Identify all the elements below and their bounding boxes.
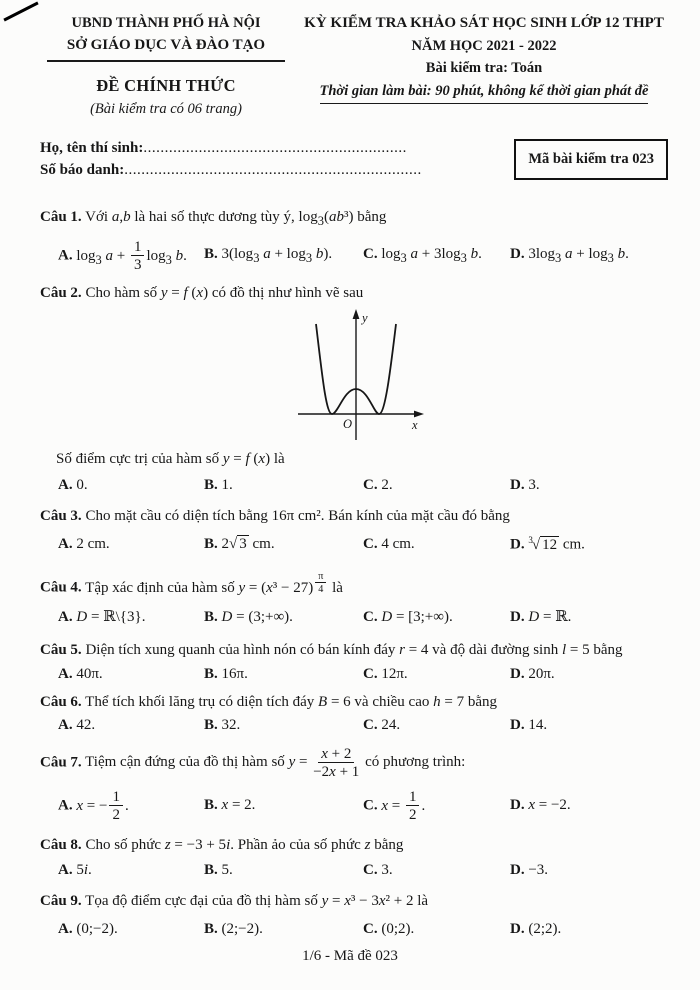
option-d — [510, 608, 670, 628]
question-9 — [40, 892, 670, 939]
y-axis-arrow — [353, 309, 360, 319]
options-row — [58, 716, 670, 736]
option-d — [510, 476, 670, 496]
option-a — [58, 861, 204, 881]
header-right — [298, 14, 670, 119]
question-text: Với a,b là hai số thực dương tùy ý, $\log_3(ab^3)$ bằng — [85, 208, 387, 228]
option-value: 16π. — [221, 666, 248, 682]
option-d — [510, 716, 670, 736]
option-letter: D. — [510, 609, 525, 625]
option-value: 2 cm. — [76, 536, 110, 553]
question-7 — [40, 746, 670, 824]
option-letter: A. — [58, 920, 73, 937]
header-left — [40, 14, 292, 119]
question-label: Câu 6. — [40, 693, 82, 710]
option-c — [363, 789, 510, 823]
option-value: $3\log_3$ $a + \log_3 b$. — [528, 246, 629, 266]
option-c — [363, 476, 510, 496]
option-c — [363, 861, 510, 881]
option-letter: D. — [510, 920, 525, 937]
option-letter: C. — [363, 609, 378, 625]
official-exam-label: ĐỀ CHÍNH THỨC — [96, 76, 236, 96]
option-b — [204, 796, 363, 816]
option-letter: B. — [204, 861, 218, 878]
question-text: Tiệm cận đứng của đồ thị hàm số y = $\frac{x + 2}{-2x + 1}$ có phương trình: — [85, 745, 466, 780]
option-letter: B. — [204, 920, 218, 937]
candidate-name-line — [40, 139, 422, 159]
candidate-id-line — [40, 161, 422, 181]
options-row — [58, 665, 670, 685]
option-a — [58, 239, 204, 273]
function-graph — [286, 308, 438, 444]
option-value: $\log_3 a$ + $\frac{1}{3}$ $\log_3 b$. — [76, 238, 187, 274]
option-letter: C. — [363, 861, 378, 878]
option-d — [510, 796, 670, 816]
duration-line — [298, 82, 670, 104]
option-letter: C. — [363, 666, 378, 682]
option-value: $3(\log_3$ $a + \log_3 b$). — [221, 246, 333, 266]
option-value: 42. — [76, 717, 96, 733]
option-value: 3. — [528, 477, 540, 494]
option-letter: B. — [204, 717, 218, 733]
option-value: $\log_3 a + 3\log_3$ b. — [381, 246, 482, 266]
option-b — [204, 920, 363, 940]
option-value: 4 cm. — [381, 536, 415, 553]
question-1 — [40, 208, 670, 274]
question-text: Thể tích khối lăng trụ có diện tích đáy B = 6 và chiều cao h = 7 bằng — [85, 693, 497, 710]
option-value: 24. — [381, 717, 401, 733]
question-text: Cho hàm số y = f (x) có đồ thị như hình vẽ sau — [85, 285, 364, 302]
option-value: $^3$√ 12 cm. — [528, 535, 585, 553]
option-value: −3. — [528, 861, 549, 878]
option-a — [58, 665, 204, 685]
option-letter: D. — [510, 797, 525, 814]
option-letter: C. — [363, 717, 378, 733]
option-value: (0;−2). — [76, 920, 118, 937]
option-c — [363, 535, 510, 555]
question-continuation: Số điểm cực trị của hàm số y = f (x) là — [56, 450, 285, 467]
question-label: Câu 8. — [40, 837, 82, 854]
option-value: D = (3;+∞). — [221, 609, 293, 625]
header-left-underline — [47, 60, 285, 62]
candidate-name-dotted-line: .............................................................. — [143, 139, 407, 156]
question-text: Diện tích xung quanh của hình nón có bán kính đáy r = 4 và độ dài đường sinh l = 5 bằng — [85, 641, 623, 658]
option-letter: B. — [204, 536, 218, 553]
question-5 — [40, 641, 670, 685]
option-value: 3. — [381, 861, 393, 878]
option-letter: B. — [204, 477, 218, 494]
options-row — [58, 608, 670, 628]
x-axis-label: x — [412, 417, 418, 432]
exam-code-box: Mã bài kiểm tra 023 — [514, 139, 668, 180]
option-letter: C. — [363, 536, 378, 553]
candidate-lines — [40, 136, 422, 184]
option-letter: C. — [363, 477, 378, 494]
exam-title: KỲ KIỂM TRA KHẢO SÁT HỌC SINH LỚP 12 THPT — [304, 15, 664, 31]
option-value: 2√ 3 cm. — [221, 536, 275, 553]
x-axis-arrow — [414, 410, 424, 417]
option-d — [510, 245, 670, 266]
option-d — [510, 665, 670, 685]
pages-note: (Bài kiểm tra có 06 trang) — [90, 100, 242, 117]
y-axis-label: y — [362, 310, 368, 325]
authority-line: UBND THÀNH PHỐ HÀ NỘI — [71, 15, 261, 31]
option-value: x = − $\frac{1}{2}$ . — [76, 788, 129, 824]
option-value: 1. — [221, 477, 233, 494]
option-letter: B. — [204, 797, 218, 814]
option-letter: B. — [204, 609, 218, 625]
options-row — [58, 789, 670, 823]
option-c — [363, 608, 510, 628]
subject-line: Bài kiểm tra: Toán — [425, 60, 543, 77]
option-letter: D. — [510, 477, 525, 494]
question-3 — [40, 507, 670, 555]
candidate-id-dotted-line: ...................................................................... — [124, 162, 422, 179]
question-label: Câu 4. — [40, 579, 82, 596]
question-text: Tập xác định của hàm số y = (x³ − 27) $^{\frac{\pi}{4}}$ là — [85, 571, 343, 596]
question-6 — [40, 693, 670, 736]
option-a — [58, 608, 204, 628]
option-a — [58, 716, 204, 736]
page-footer: 1/6 - Mã đề 023 — [302, 947, 398, 964]
option-value: 12π. — [381, 666, 408, 682]
option-b — [204, 861, 363, 881]
option-b — [204, 716, 363, 736]
header — [40, 14, 670, 119]
options-row — [58, 861, 670, 881]
option-b — [204, 665, 363, 685]
figure-container — [54, 308, 670, 444]
option-b — [204, 245, 363, 266]
question-text: Tọa độ điểm cực đại của đồ thị hàm số y = x³ − 3x² + 2 là — [85, 893, 429, 910]
option-d — [510, 535, 670, 555]
option-value: (0;2). — [381, 920, 415, 937]
option-letter: A. — [58, 536, 73, 553]
option-letter: C. — [363, 246, 378, 263]
department-line: SỞ GIÁO DỤC VÀ ĐÀO TẠO — [66, 36, 266, 53]
option-d — [510, 861, 670, 881]
option-b — [204, 608, 363, 628]
question-text: Cho mặt cầu có diện tích bằng 16π cm². Bán kính của mặt cầu đó bằng — [85, 507, 510, 524]
option-letter: A. — [58, 609, 73, 625]
option-c — [363, 920, 510, 940]
option-letter: B. — [204, 246, 218, 263]
option-a — [58, 535, 204, 555]
options-row — [58, 920, 670, 940]
option-d — [510, 920, 670, 940]
option-c — [363, 245, 510, 266]
option-value: 2. — [381, 477, 393, 494]
options-row — [58, 535, 670, 555]
duration-text: Thời gian làm bài: 90 phút, không kể thời gian phát đề — [320, 82, 649, 104]
question-8 — [40, 836, 670, 880]
candidate-name-label: Họ, tên thí sinh: — [40, 139, 144, 156]
option-letter: C. — [363, 797, 378, 814]
option-letter: D. — [510, 666, 525, 682]
option-letter: D. — [510, 246, 525, 263]
option-value: 0. — [76, 477, 88, 494]
question-label: Câu 3. — [40, 507, 82, 524]
options-row — [58, 239, 670, 273]
option-value: x = 2. — [221, 797, 256, 814]
option-letter: A. — [58, 666, 73, 682]
question-2 — [40, 284, 670, 496]
option-value: 32. — [221, 717, 241, 733]
option-value: D = [3;+∞). — [381, 609, 453, 625]
question-label: Câu 9. — [40, 893, 82, 910]
option-value: D = ℝ\{3}. — [76, 609, 146, 625]
school-year: NĂM HỌC 2021 - 2022 — [411, 37, 557, 54]
option-value: D = ℝ. — [528, 609, 572, 625]
question-label: Câu 5. — [40, 641, 82, 658]
option-letter: A. — [58, 797, 73, 814]
option-value: 14. — [528, 717, 548, 733]
option-a — [58, 920, 204, 940]
question-text: Cho số phức z = −3 + 5i. Phần ảo của số phức z bằng — [85, 837, 404, 854]
option-letter: A. — [58, 247, 73, 264]
question-label: Câu 7. — [40, 754, 82, 771]
option-letter: D. — [510, 536, 525, 553]
option-letter: C. — [363, 920, 378, 937]
option-value: 40π. — [76, 666, 103, 682]
option-letter: B. — [204, 666, 218, 682]
option-c — [363, 665, 510, 685]
option-value: 20π. — [528, 666, 555, 682]
option-b — [204, 535, 363, 555]
candidate-id-label: Số báo danh: — [40, 162, 125, 179]
option-value: x = −2. — [528, 797, 571, 814]
option-value: (2;2). — [528, 920, 562, 937]
option-b — [204, 476, 363, 496]
option-a — [58, 476, 204, 496]
option-value: 5. — [221, 861, 233, 878]
option-value: (2;−2). — [221, 920, 263, 937]
option-letter: A. — [58, 717, 73, 733]
origin-label: O — [343, 416, 353, 431]
question-label: Câu 1. — [40, 208, 82, 225]
option-letter: A. — [58, 861, 73, 878]
options-row — [58, 476, 670, 496]
option-c — [363, 716, 510, 736]
option-letter: D. — [510, 861, 525, 878]
option-letter: A. — [58, 477, 73, 494]
question-4 — [40, 571, 670, 627]
candidate-section — [40, 136, 670, 184]
option-letter: D. — [510, 717, 525, 733]
option-value: x = $\frac{1}{2}$ . — [381, 788, 426, 824]
option-value: 5i. — [76, 861, 92, 878]
question-label: Câu 2. — [40, 285, 82, 302]
option-a — [58, 789, 204, 823]
